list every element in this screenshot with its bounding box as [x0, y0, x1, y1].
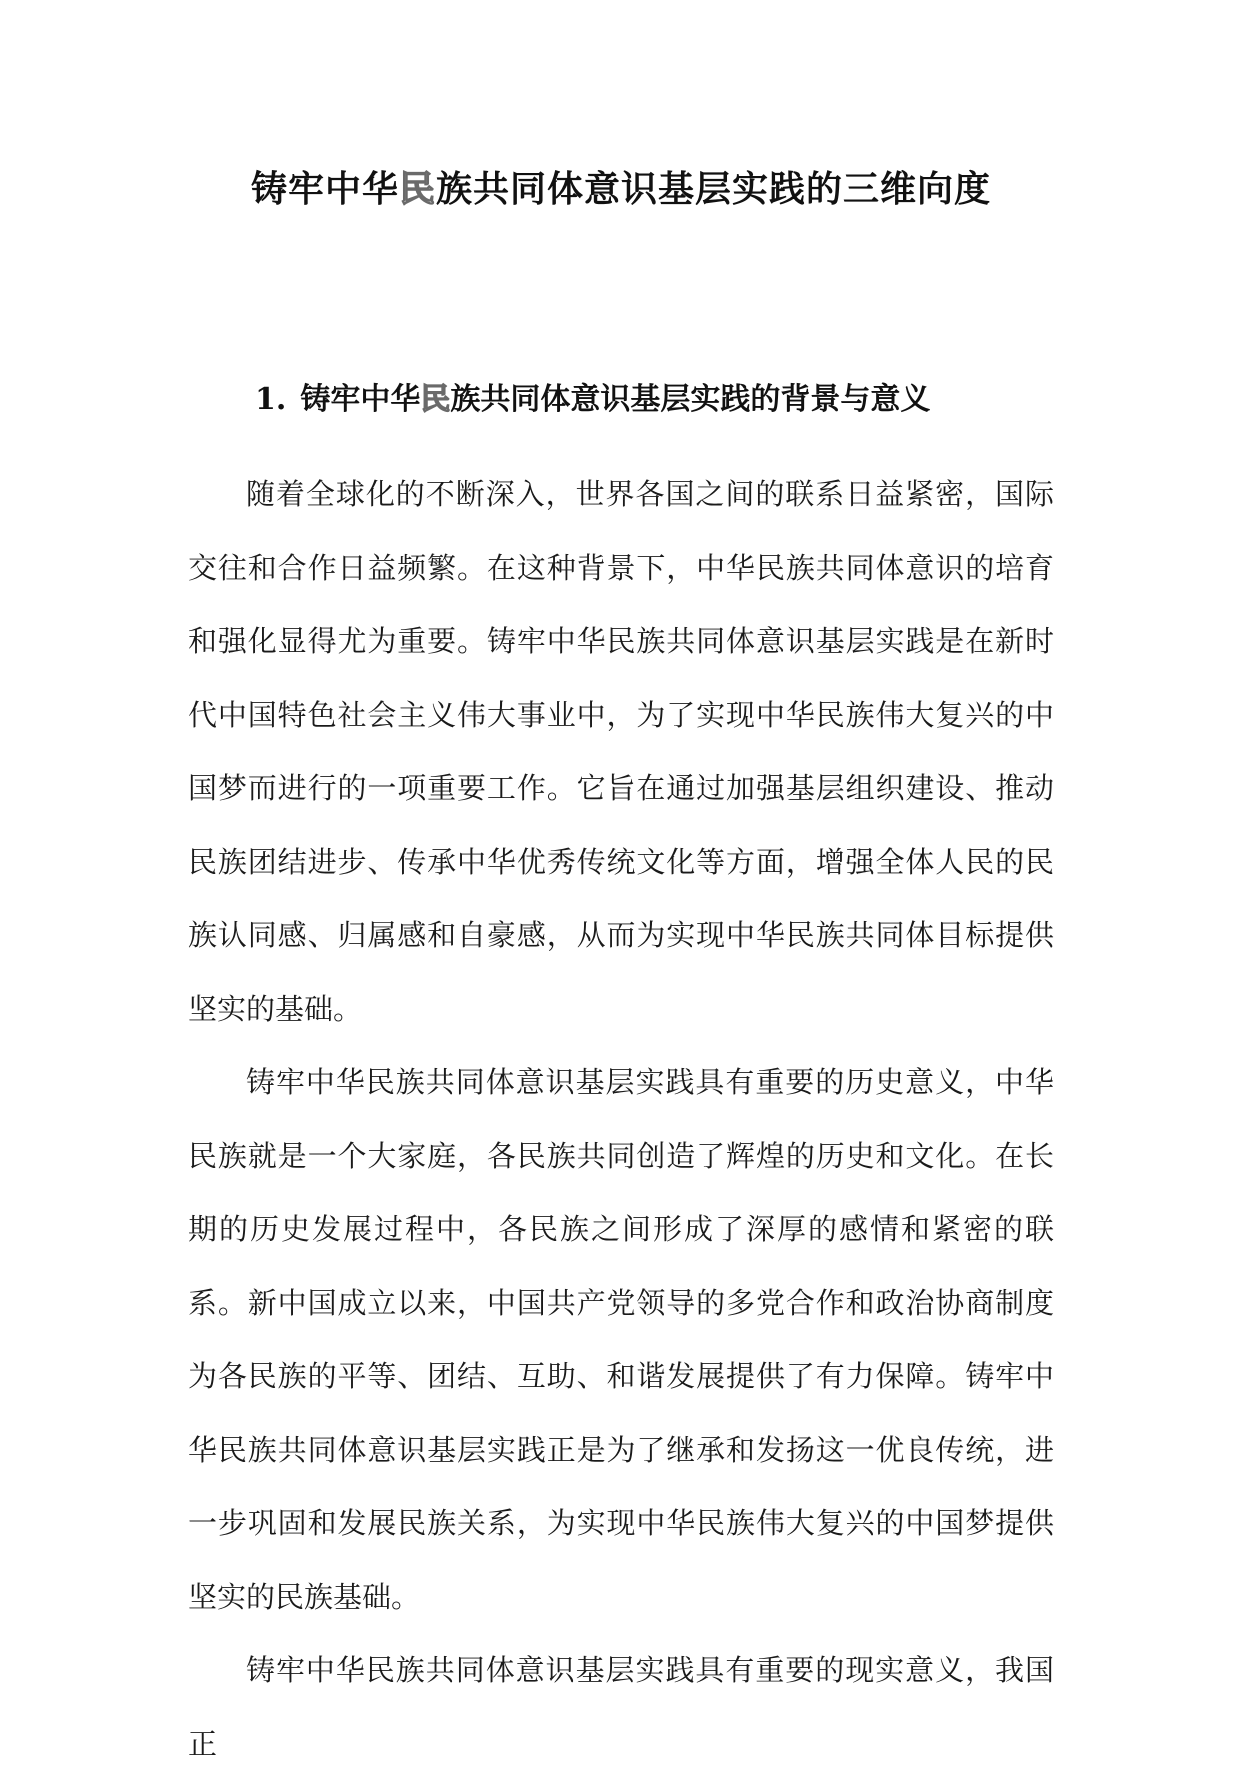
- title-text-part-2: 族共同体意识基层实践的三维向度: [436, 168, 992, 210]
- title-text-part-1: 铸牢中华: [250, 168, 399, 210]
- paragraph-historical-significance: 铸牢中华民族共同体意识基层实践具有重要的历史意义，中华民族就是一个大家庭，各民族共同创造了辉煌的历史和文化。在长期的历史发展过程中，各民族之间形成了深厚的感情和紧密的联系。新中国成立以来，中国共产党领导的多党合作和政治协商制度为各民族的平等、团结、互助、和谐发展提供了有力保障。铸牢中华民族共同体意识基层实践正是为了继承和发扬这一优良传统，进一步巩固和发展民族关系，为实现中华民族伟大复兴的中国梦提供坚实的民族基础。: [188, 1065, 1054, 1614]
- section-heading: [255, 375, 1055, 425]
- body-text: [188, 458, 1054, 1781]
- document-title: [188, 140, 1054, 238]
- section-title-highlighted-char: 民: [420, 382, 451, 417]
- paragraph-background: 随着全球化的不断深入，世界各国之间的联系日益紧密，国际交往和合作日益频繁。在这种背景下，中华民族共同体意识的培育和强化显得尤为重要。铸牢中华民族共同体意识基层实践是在新时代中国特色社会主义伟大事业中，为了实现中华民族伟大复兴的中国梦而进行的一项重要工作。它旨在通过加强基层组织建设、推动民族团结进步、传承中华优秀传统文化等方面，增强全体人民的民族认同感、归属感和自豪感，从而为实现中华民族共同体目标提供坚实的基础。: [188, 477, 1054, 1026]
- title-highlighted-char: 民: [398, 168, 436, 210]
- section-title-part-1: 铸牢中华: [300, 382, 421, 417]
- paragraph-practical-significance: 铸牢中华民族共同体意识基层实践具有重要的现实意义，我国正: [188, 1653, 1054, 1761]
- section-title-part-2: 族共同体意识基层实践的背景与意义: [450, 382, 931, 417]
- section-number: 1.: [255, 382, 287, 417]
